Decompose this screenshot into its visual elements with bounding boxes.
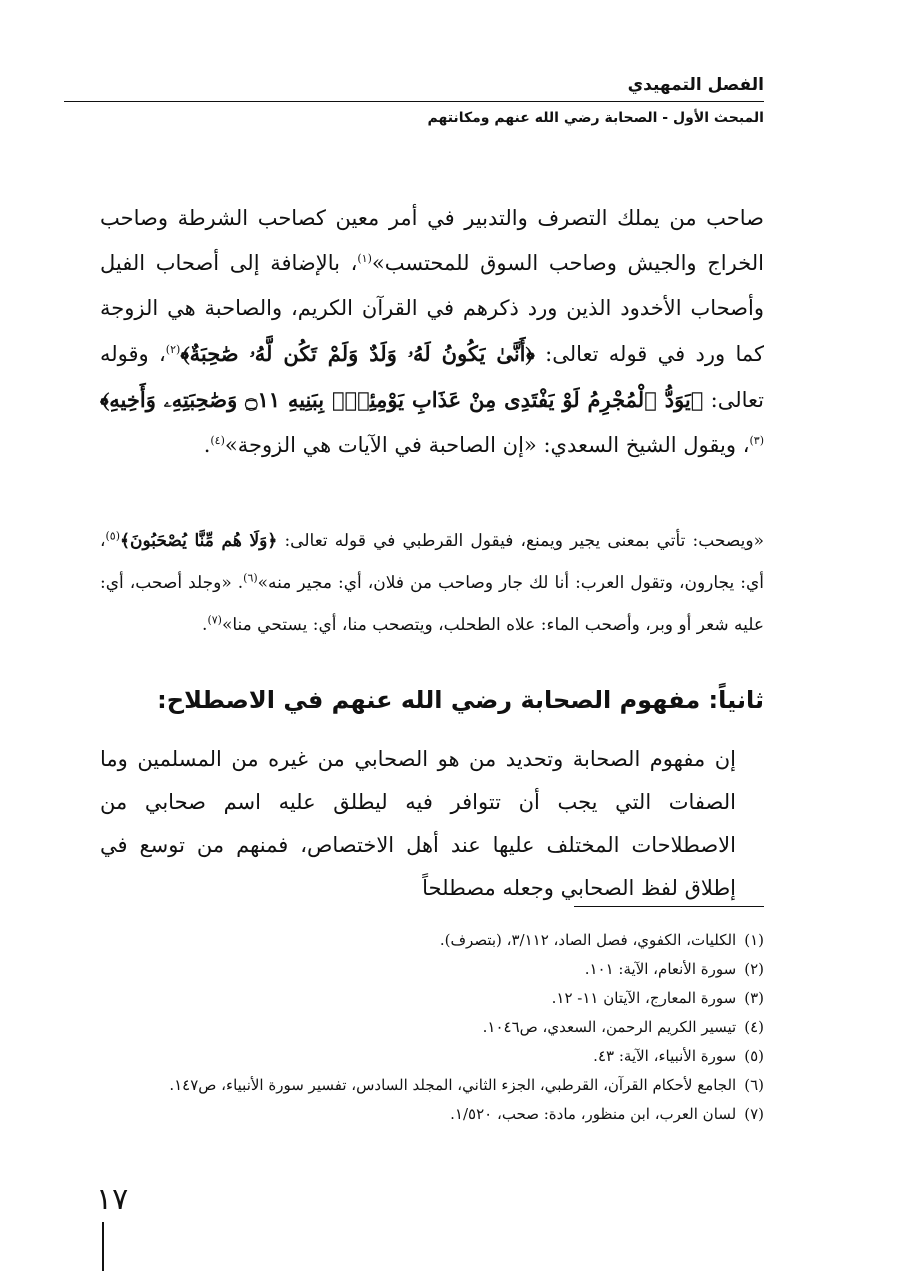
footnote-number: (١) [744, 931, 764, 949]
footnote-item [100, 955, 764, 984]
header-rule [64, 101, 764, 102]
footnote-text: سورة الأنبياء، الآية: ٤٣. [593, 1047, 737, 1065]
p3-text: إن مفهوم الصحابة وتحديد من هو الصحابي من غيره من المسلمين وما الصفات التي يجب أن تتوافر فيه ليطلق عليه اسم صحابي من الاصطلاحات المختلف عليها عند أهل الاختصاص، فمنهم من توسع في إطلاق لفظ الصحابي وجعله مصطلحاً [100, 747, 736, 900]
footnote-number: (٣) [744, 989, 764, 1007]
footnote-item [100, 984, 764, 1013]
footnote-number: (٤) [744, 1018, 764, 1036]
page-number-rule [102, 1222, 104, 1271]
footnote-number: (٥) [744, 1047, 764, 1065]
footnote-number: (٦) [744, 1076, 764, 1094]
chapter-title: الفصل التمهيدي [627, 75, 764, 95]
footnote-text: تيسير الكريم الرحمن، السعدي، ص١٠٤٦. [482, 1018, 737, 1036]
footnote-ref-7: (٧) [207, 613, 222, 627]
footnote-item [100, 926, 764, 955]
quran-verse-3: ﴿وَلَا هُم مِّنَّا يُصْحَبُونَ﴾ [120, 531, 278, 551]
footnote-ref-2: (٢) [165, 343, 181, 356]
quran-verse-1: ﴿أَنَّىٰ يَكُونُ لَهُۥ وَلَدٌ وَلَمْ تَكُن لَّهُۥ صَٰحِبَةٌ﴾ [180, 341, 535, 366]
running-header [100, 72, 764, 130]
footnote-number: (٢) [744, 960, 764, 978]
section-heading: ثانياً: مفهوم الصحابة رضي الله عنهم في الاصطلاح: [157, 686, 764, 714]
footnote-rule [574, 906, 764, 907]
footnote-ref-4: (٤) [210, 434, 225, 447]
footnotes [100, 926, 764, 1129]
footnote-text: الجامع لأحكام القرآن، القرطبي، الجزء الثاني، المجلد السادس، تفسير سورة الأنبياء، ص١٤٧. [169, 1076, 737, 1094]
footnote-item [100, 1042, 764, 1071]
paragraph-2 [100, 520, 764, 646]
p2-end: . [202, 615, 208, 635]
p1-text-d: ، ويقول الشيخ السعدي: «إن الصاحبة في الآيات هي الزوجة» [224, 433, 750, 457]
paragraph-3 [100, 738, 764, 910]
footnote-item [100, 1013, 764, 1042]
footnote-ref-5: (٥) [105, 529, 121, 543]
footnote-text: سورة الأنعام، الآية: ١٠١. [584, 960, 737, 978]
p1-text-c: ، وقوله تعالى: [100, 342, 765, 412]
p1-end: . [203, 433, 211, 457]
footnote-ref-3: (٣) [749, 434, 764, 447]
paragraph-1 [100, 196, 764, 468]
footnote-text: سورة المعارج، الآيتان ١١- ١٢. [551, 989, 737, 1007]
footnote-text: لسان العرب، ابن منظور، مادة: صحب، ١/٥٢٠. [450, 1105, 737, 1123]
p2-text-a: «ويصحب: تأتي بمعنى يجير ويمنع، فيقول القرطبي في قوله تعالى: [277, 531, 764, 551]
page-number: ١٧ [96, 1182, 129, 1217]
footnote-item [100, 1100, 764, 1129]
footnote-item [100, 1071, 764, 1100]
quran-verse-2: ﴿يَوَدُّ ٱلْمُجْرِمُ لَوْ يَفْتَدِى مِنْ عَذَابِ يَوْمِئِذٍۭ بِبَنِيهِ ۝١١ وَصَٰحِبَتِهِۦ وَأَخِيهِ﴾ [100, 387, 704, 412]
p2-text-b: ، أي: يجارون، وتقول العرب: أنا لك جار وصاحب من فلان، أي: مجير منه» [100, 531, 764, 593]
footnote-ref-1: (١) [357, 252, 372, 265]
footnote-ref-6: (٦) [243, 571, 258, 585]
footnote-text: الكليات، الكفوي، فصل الصاد، ٣/١١٢، (بتصرف). [439, 931, 737, 949]
section-title: المبحث الأول - الصحابة رضي الله عنهم ومكانتهم [427, 110, 764, 126]
p1-text-a: صاحب من يملك التصرف والتدبير في أمر معين كصاحب الشرطة وصاحب الخراج والجيش وصاحب السوق للمحتسب» [100, 206, 764, 275]
p1-text-b: ، بالإضافة إلى أصحاب الفيل وأصحاب الأخدود الذين ورد ذكرهم في القرآن الكريم، والصاحبة هي الزوجة كما ورد في قوله تعالى: [100, 251, 765, 366]
p2-text-c: . «وجلد أصحب، أي: عليه شعر أو وبر، وأصحب الماء: علاه الطحلب، ويتصحب منا، أي: يستحي منا» [100, 573, 764, 635]
footnote-number: (٧) [744, 1105, 764, 1123]
